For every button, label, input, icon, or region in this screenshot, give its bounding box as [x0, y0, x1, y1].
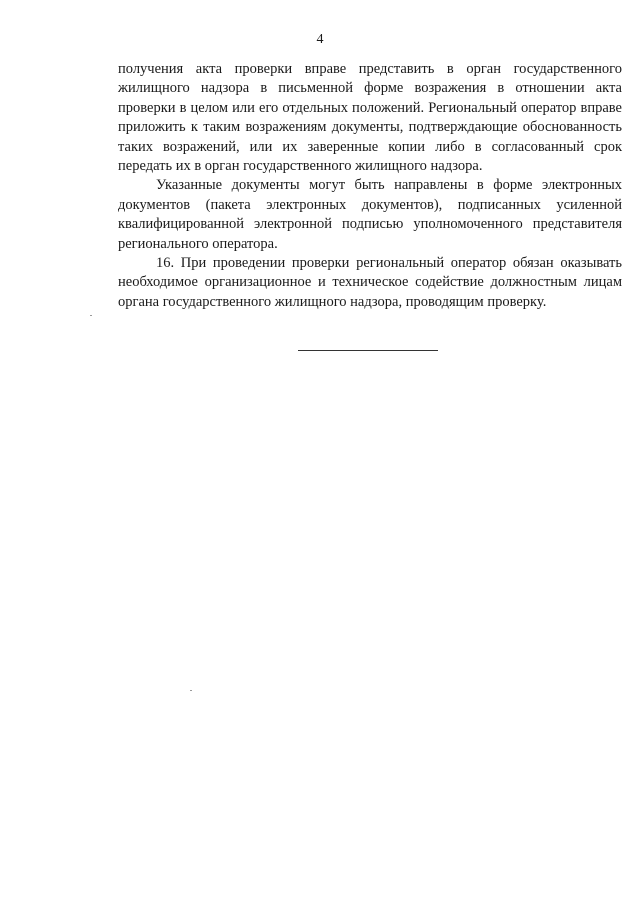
scan-speck — [190, 690, 192, 691]
paragraph-item-16: 16. При проведении проверки региональный оператор обязан оказывать необходимое организационное и техническое содействие должностным лицам органа государственного жилищного надзора, проводящим проверку. — [118, 255, 622, 310]
page-number: 4 — [316, 32, 324, 47]
end-of-text-separator — [298, 350, 438, 351]
paragraph-electronic-documents: Указанные документы могут быть направлены в форме электронных документов (пакета электронных документов), подписанных усиленной квалифицированной электронной подписью уполномоченного представителя регионального оператора. — [118, 177, 622, 252]
scan-speck — [90, 315, 92, 316]
paragraph-continuation: получения акта проверки вправе представить в орган государственного жилищного надзора в письменной форме возражения в отношении акта проверки в целом или его отдельных положений. Региональный оператор вправе приложить к таким возражениям документы, подтверждающие обоснованность таких возражений, или их заверенные копии либо в согласованный срок передать их в орган государственного жилищного надзора. — [118, 61, 622, 175]
document-body — [118, 60, 622, 312]
